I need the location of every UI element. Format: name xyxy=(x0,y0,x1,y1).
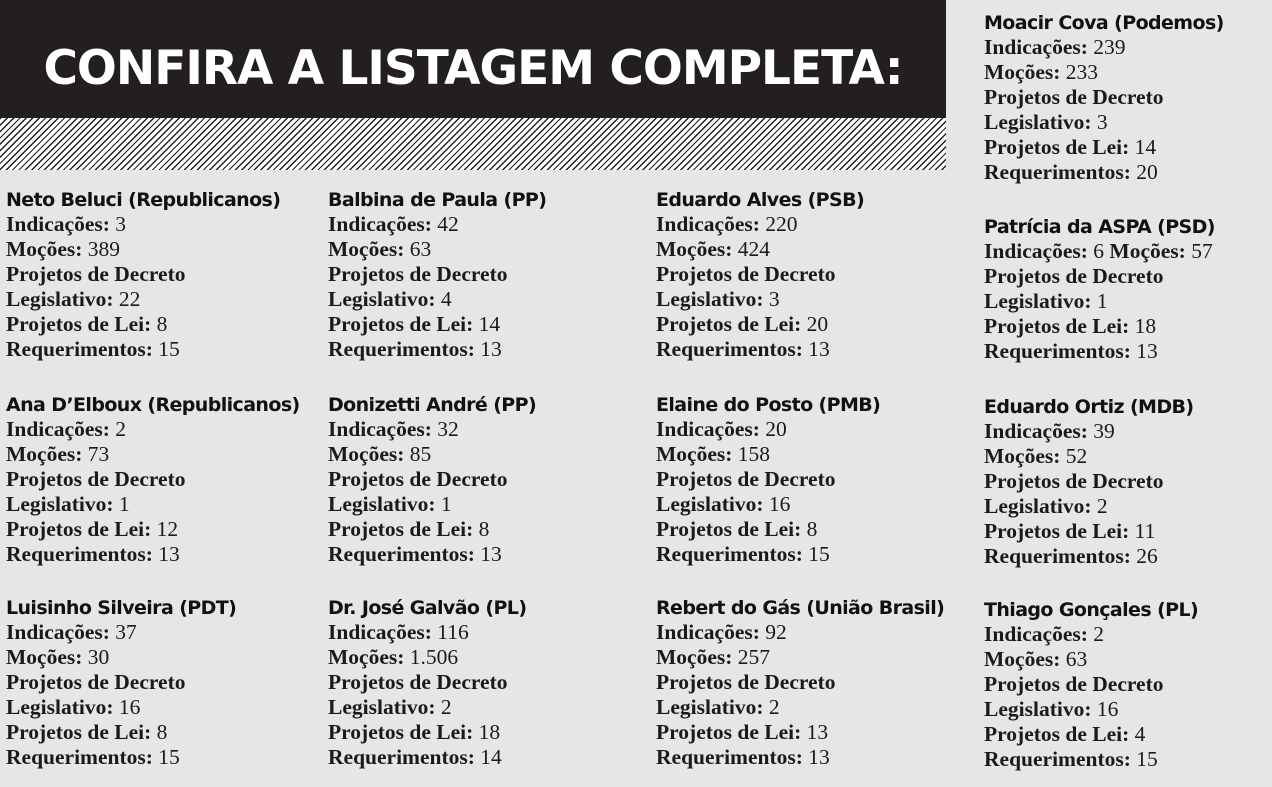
pdl-row xyxy=(328,695,526,720)
page-title: CONFIRA A LISTAGEM COMPLETA: xyxy=(43,41,903,96)
req-label: Requerimentos: xyxy=(656,337,803,361)
pl-label: Projetos de Lei: xyxy=(984,722,1130,746)
pl-value: 8 xyxy=(478,517,490,541)
pl-row xyxy=(656,517,880,542)
councilor-name: Balbina de Paula (PP) xyxy=(328,189,547,211)
pl-label: Projetos de Lei: xyxy=(984,135,1130,159)
indicacoes-row xyxy=(984,35,1224,60)
pl-label: Projetos de Lei: xyxy=(984,314,1130,338)
req-label: Requerimentos: xyxy=(328,542,475,566)
pl-value: 14 xyxy=(478,312,501,336)
req-row xyxy=(656,542,880,567)
councilor-card-donizetti-andre xyxy=(328,393,536,567)
pl-label: Projetos de Lei: xyxy=(328,312,474,336)
pdl-label: Legislativo: xyxy=(328,287,436,311)
req-value: 15 xyxy=(158,745,180,769)
pdl-row xyxy=(984,494,1194,519)
pdl-row xyxy=(328,287,546,312)
pdl-value: 3 xyxy=(1096,110,1108,134)
pdl-label: Legislativo: xyxy=(328,492,436,516)
indicacoes-row xyxy=(656,620,944,645)
pl-label: Projetos de Lei: xyxy=(656,517,802,541)
pdl-row xyxy=(328,492,536,517)
indicacoes-row xyxy=(6,212,280,237)
pl-label: Projetos de Lei: xyxy=(328,517,474,541)
indicacoes-label: Indicações: xyxy=(984,419,1088,443)
mocoes-value: 233 xyxy=(1065,60,1099,84)
councilor-name: Luisinho Silveira (PDT) xyxy=(6,597,237,619)
mocoes-label: Moções: xyxy=(984,647,1061,671)
mocoes-row xyxy=(6,645,236,670)
pl-value: 11 xyxy=(1134,519,1156,543)
mocoes-label: Moções: xyxy=(656,237,733,261)
councilor-card-eduardo-alves xyxy=(656,188,864,362)
councilor-name: Rebert do Gás (União Brasil) xyxy=(656,597,945,619)
indicacoes-value: 37 xyxy=(115,620,137,644)
councilor-name: Neto Beluci (Republicanos) xyxy=(6,189,281,211)
pdl-heading xyxy=(984,469,1194,494)
req-value: 13 xyxy=(480,337,502,361)
pl-row xyxy=(6,312,280,337)
pdl-heading xyxy=(6,262,280,287)
indicacoes-label: Indicações: xyxy=(656,212,760,236)
pdl-value: 1 xyxy=(118,492,130,516)
pdl-value: 4 xyxy=(440,287,452,311)
pl-value: 20 xyxy=(806,312,829,336)
pdl-value: 1 xyxy=(1096,289,1108,313)
pdl-heading xyxy=(984,672,1198,697)
pdl-label-line1: Projetos de Decreto xyxy=(328,467,508,491)
req-label: Requerimentos: xyxy=(656,745,803,769)
pdl-value: 1 xyxy=(440,492,452,516)
mocoes-label: Moções: xyxy=(656,645,733,669)
pdl-row xyxy=(984,697,1198,722)
mocoes-row xyxy=(984,60,1224,85)
indicacoes-value: 39 xyxy=(1093,419,1115,443)
mocoes-row xyxy=(656,237,864,262)
pl-label: Projetos de Lei: xyxy=(6,517,152,541)
indicacoes-label: Indicações: xyxy=(984,622,1088,646)
mocoes-row xyxy=(328,645,526,670)
pl-value: 12 xyxy=(156,517,179,541)
pdl-label-line1: Projetos de Decreto xyxy=(984,469,1164,493)
pdl-row xyxy=(984,110,1224,135)
councilor-card-rebert-do-gas xyxy=(656,596,944,770)
pdl-label: Legislativo: xyxy=(328,695,436,719)
pdl-value: 2 xyxy=(768,695,780,719)
indicacoes-label: Indicações: xyxy=(984,239,1088,263)
mocoes-label: Moções: xyxy=(6,442,83,466)
req-label: Requerimentos: xyxy=(984,339,1131,363)
pl-value: 18 xyxy=(478,720,501,744)
pdl-value: 2 xyxy=(440,695,452,719)
pdl-heading xyxy=(984,85,1224,110)
indicacoes-row xyxy=(656,417,880,442)
req-label: Requerimentos: xyxy=(6,542,153,566)
pl-row xyxy=(6,720,236,745)
req-value: 20 xyxy=(1136,160,1158,184)
pdl-label: Legislativo: xyxy=(6,287,114,311)
councilor-name: Moacir Cova (Podemos) xyxy=(984,12,1224,34)
indicacoes-mocoes-row xyxy=(984,239,1215,264)
mocoes-label: Moções: xyxy=(328,442,405,466)
councilor-card-neto-beluci xyxy=(6,188,280,362)
header-banner xyxy=(0,0,946,118)
mocoes-value: 424 xyxy=(737,237,771,261)
pdl-label: Legislativo: xyxy=(656,695,764,719)
mocoes-value: 389 xyxy=(87,237,121,261)
pdl-label: Legislativo: xyxy=(984,697,1092,721)
pdl-label-line1: Projetos de Decreto xyxy=(984,672,1164,696)
councilor-name: Ana D’Elboux (Republicanos) xyxy=(6,394,300,416)
councilor-card-moacir-cova xyxy=(984,11,1224,185)
pdl-heading xyxy=(656,467,880,492)
indicacoes-value: 42 xyxy=(437,212,459,236)
indicacoes-label: Indicações: xyxy=(984,35,1088,59)
mocoes-row xyxy=(6,237,280,262)
pdl-row xyxy=(656,492,880,517)
indicacoes-row xyxy=(328,417,536,442)
req-value: 15 xyxy=(808,542,830,566)
indicacoes-row xyxy=(328,212,546,237)
pdl-label-line1: Projetos de Decreto xyxy=(656,467,836,491)
pdl-heading xyxy=(656,262,864,287)
indicacoes-label: Indicações: xyxy=(6,417,110,441)
req-label: Requerimentos: xyxy=(328,745,475,769)
pdl-heading xyxy=(328,262,546,287)
indicacoes-label: Indicações: xyxy=(328,417,432,441)
pl-row xyxy=(6,517,300,542)
req-value: 13 xyxy=(158,542,180,566)
pdl-heading xyxy=(6,670,236,695)
pl-label: Projetos de Lei: xyxy=(328,720,474,744)
req-value: 26 xyxy=(1136,544,1158,568)
councilor-card-jose-galvao xyxy=(328,596,526,770)
pdl-label-line1: Projetos de Decreto xyxy=(6,467,186,491)
pdl-label-line1: Projetos de Decreto xyxy=(656,262,836,286)
pdl-label-line1: Projetos de Decreto xyxy=(6,262,186,286)
mocoes-value: 63 xyxy=(1065,647,1088,671)
councilor-card-balbina-de-paula xyxy=(328,188,546,362)
pdl-heading xyxy=(6,467,300,492)
pl-label: Projetos de Lei: xyxy=(984,519,1130,543)
mocoes-value: 57 xyxy=(1191,239,1213,263)
indicacoes-value: 239 xyxy=(1093,35,1126,59)
indicacoes-value: 116 xyxy=(437,620,469,644)
mocoes-value: 63 xyxy=(409,237,432,261)
pl-value: 8 xyxy=(156,312,168,336)
pl-row xyxy=(984,519,1194,544)
req-value: 13 xyxy=(1136,339,1158,363)
indicacoes-value: 2 xyxy=(1093,622,1105,646)
req-label: Requerimentos: xyxy=(984,544,1131,568)
pl-row xyxy=(984,135,1224,160)
req-row xyxy=(656,337,864,362)
req-row xyxy=(328,337,546,362)
hatch-pattern xyxy=(0,118,946,170)
req-label: Requerimentos: xyxy=(656,542,803,566)
indicacoes-value: 220 xyxy=(765,212,798,236)
indicacoes-row xyxy=(984,622,1198,647)
req-label: Requerimentos: xyxy=(984,747,1131,771)
pl-value: 4 xyxy=(1134,722,1146,746)
pl-value: 14 xyxy=(1134,135,1157,159)
pdl-value: 16 xyxy=(1096,697,1119,721)
councilor-card-eduardo-ortiz xyxy=(984,395,1194,569)
pl-row xyxy=(328,720,526,745)
mocoes-label: Moções: xyxy=(656,442,733,466)
req-label: Requerimentos: xyxy=(6,337,153,361)
pdl-label-line1: Projetos de Decreto xyxy=(328,262,508,286)
pdl-label: Legislativo: xyxy=(984,289,1092,313)
pdl-row xyxy=(6,695,236,720)
indicacoes-value: 3 xyxy=(115,212,127,236)
indicacoes-label: Indicações: xyxy=(6,212,110,236)
pdl-label: Legislativo: xyxy=(656,287,764,311)
indicacoes-value: 32 xyxy=(437,417,459,441)
councilor-card-patricia-da-aspa xyxy=(984,215,1215,364)
pdl-label-line1: Projetos de Decreto xyxy=(984,85,1164,109)
councilor-card-ana-delboux xyxy=(6,393,300,567)
councilor-name: Dr. José Galvão (PL) xyxy=(328,597,527,619)
mocoes-row xyxy=(656,645,944,670)
req-row xyxy=(6,337,280,362)
pl-row xyxy=(984,314,1215,339)
pdl-label-line1: Projetos de Decreto xyxy=(984,264,1164,288)
indicacoes-row xyxy=(6,620,236,645)
indicacoes-value: 92 xyxy=(765,620,787,644)
pdl-row xyxy=(6,492,300,517)
pdl-row xyxy=(984,289,1215,314)
req-row xyxy=(328,745,526,770)
pl-row xyxy=(328,312,546,337)
indicacoes-label: Indicações: xyxy=(6,620,110,644)
indicacoes-value: 2 xyxy=(115,417,127,441)
req-value: 13 xyxy=(808,745,830,769)
pl-row xyxy=(984,722,1198,747)
req-row xyxy=(984,339,1215,364)
indicacoes-row xyxy=(656,212,864,237)
mocoes-value: 85 xyxy=(409,442,432,466)
mocoes-label: Moções: xyxy=(984,444,1061,468)
pdl-row xyxy=(656,287,864,312)
req-value: 15 xyxy=(1136,747,1158,771)
councilor-name: Thiago Gonçales (PL) xyxy=(984,599,1199,621)
pdl-row xyxy=(656,695,944,720)
mocoes-label: Moções: xyxy=(1109,239,1186,263)
pdl-heading xyxy=(328,467,536,492)
req-label: Requerimentos: xyxy=(328,337,475,361)
indicacoes-label: Indicações: xyxy=(328,620,432,644)
indicacoes-label: Indicações: xyxy=(656,620,760,644)
pl-label: Projetos de Lei: xyxy=(6,312,152,336)
mocoes-value: 257 xyxy=(737,645,771,669)
mocoes-label: Moções: xyxy=(6,237,83,261)
pl-label: Projetos de Lei: xyxy=(6,720,152,744)
mocoes-value: 158 xyxy=(737,442,771,466)
mocoes-row xyxy=(6,442,300,467)
pdl-heading xyxy=(328,670,526,695)
req-row xyxy=(984,544,1194,569)
req-value: 15 xyxy=(158,337,180,361)
req-row xyxy=(6,542,300,567)
pl-row xyxy=(328,517,536,542)
pl-label: Projetos de Lei: xyxy=(656,312,802,336)
mocoes-row xyxy=(984,647,1198,672)
pl-value: 8 xyxy=(806,517,818,541)
pdl-value: 16 xyxy=(118,695,141,719)
pdl-label-line1: Projetos de Decreto xyxy=(656,670,836,694)
mocoes-label: Moções: xyxy=(328,645,405,669)
mocoes-label: Moções: xyxy=(984,60,1061,84)
req-row xyxy=(6,745,236,770)
req-value: 14 xyxy=(480,745,502,769)
req-value: 13 xyxy=(480,542,502,566)
councilor-name: Elaine do Posto (PMB) xyxy=(656,394,881,416)
req-row xyxy=(984,160,1224,185)
pl-value: 18 xyxy=(1134,314,1157,338)
pdl-label-line1: Projetos de Decreto xyxy=(328,670,508,694)
req-label: Requerimentos: xyxy=(6,745,153,769)
mocoes-row xyxy=(984,444,1194,469)
mocoes-row xyxy=(328,442,536,467)
pdl-value: 22 xyxy=(118,287,141,311)
councilor-name: Donizetti André (PP) xyxy=(328,394,537,416)
pdl-value: 16 xyxy=(768,492,791,516)
pdl-value: 3 xyxy=(768,287,780,311)
indicacoes-row xyxy=(328,620,526,645)
indicacoes-label: Indicações: xyxy=(328,212,432,236)
pdl-label: Legislativo: xyxy=(6,695,114,719)
mocoes-value: 73 xyxy=(87,442,110,466)
indicacoes-label: Indicações: xyxy=(656,417,760,441)
pl-row xyxy=(656,720,944,745)
mocoes-value: 30 xyxy=(87,645,110,669)
pdl-label-line1: Projetos de Decreto xyxy=(6,670,186,694)
indicacoes-row xyxy=(6,417,300,442)
councilor-card-thiago-goncales xyxy=(984,598,1198,772)
pdl-heading xyxy=(656,670,944,695)
req-label: Requerimentos: xyxy=(984,160,1131,184)
pdl-label: Legislativo: xyxy=(6,492,114,516)
pdl-label: Legislativo: xyxy=(984,110,1092,134)
mocoes-row xyxy=(328,237,546,262)
pdl-label: Legislativo: xyxy=(656,492,764,516)
mocoes-value: 52 xyxy=(1065,444,1088,468)
req-row xyxy=(656,745,944,770)
mocoes-row xyxy=(656,442,880,467)
councilor-name: Patrícia da ASPA (PSD) xyxy=(984,216,1215,238)
req-row xyxy=(984,747,1198,772)
councilor-name: Eduardo Alves (PSB) xyxy=(656,189,865,211)
indicacoes-row xyxy=(984,419,1194,444)
councilor-card-elaine-do-posto xyxy=(656,393,880,567)
req-value: 13 xyxy=(808,337,830,361)
councilor-card-luisinho-silveira xyxy=(6,596,236,770)
pl-value: 8 xyxy=(156,720,168,744)
pdl-label: Legislativo: xyxy=(984,494,1092,518)
councilor-name: Eduardo Ortiz (MDB) xyxy=(984,396,1194,418)
pl-value: 13 xyxy=(806,720,829,744)
pl-row xyxy=(656,312,864,337)
pdl-row xyxy=(6,287,280,312)
mocoes-value: 1.506 xyxy=(409,645,459,669)
indicacoes-value: 6 xyxy=(1093,239,1105,263)
mocoes-label: Moções: xyxy=(328,237,405,261)
pdl-value: 2 xyxy=(1096,494,1108,518)
mocoes-label: Moções: xyxy=(6,645,83,669)
req-row xyxy=(328,542,536,567)
pdl-heading xyxy=(984,264,1215,289)
pl-label: Projetos de Lei: xyxy=(656,720,802,744)
indicacoes-value: 20 xyxy=(765,417,787,441)
